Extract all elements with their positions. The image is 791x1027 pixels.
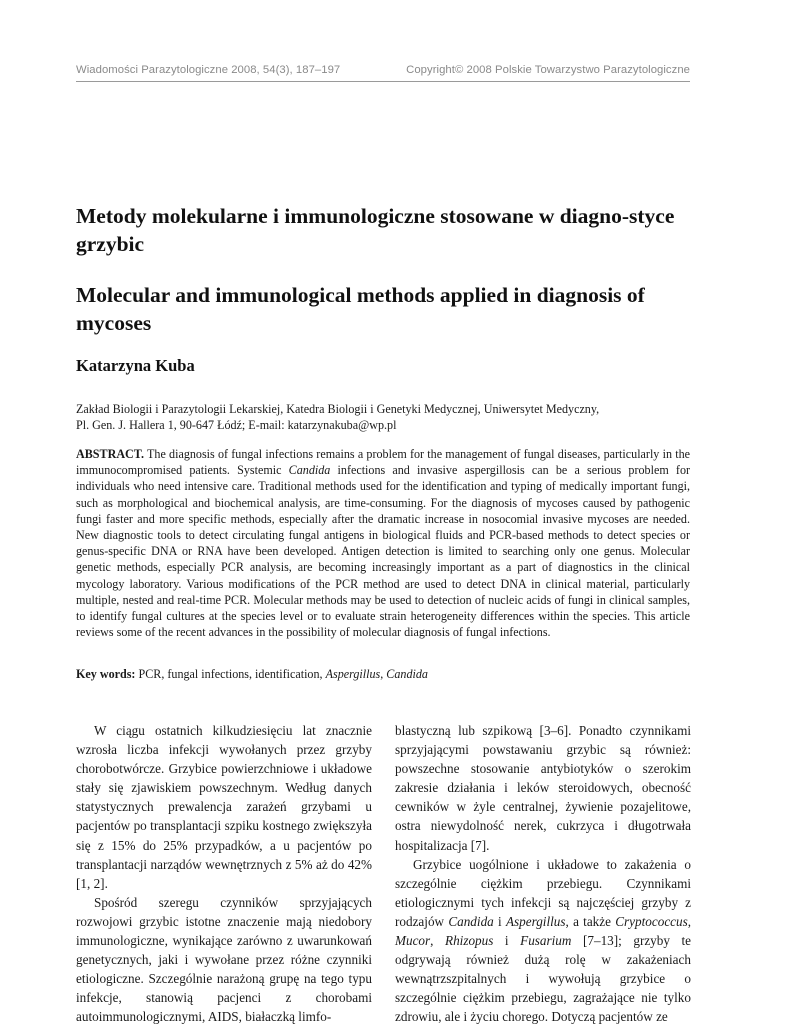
genus-fusarium: Fusarium <box>520 933 572 949</box>
genus-rhizopus: Rhizopus <box>445 933 494 949</box>
keywords: Key words: PCR, fungal infections, identification, Aspergillus, Candida <box>76 667 428 681</box>
title-english: Molecular and immunological methods applied in diagnosis of mycoses <box>76 283 645 335</box>
keyword-candida: Candida <box>386 667 428 681</box>
body-column-right <box>395 721 691 1027</box>
keywords-label: Key words: <box>76 667 136 681</box>
header-rule <box>76 81 690 82</box>
genus-mucor: Mucor <box>395 933 431 949</box>
paragraph: Grzybice uogólnione i układowe to zakażenia o szczególnie ciężkim przebiegu. Czynnikami etiologicznymi tych infekcji są najczęściej grzyby z rodzajów Candida i Aspergillus, a także Cryptococcus, Mucor, Rhizopus i Fusarium [7–13]; grzyby te odgrywają również dużą rolę w zakażeniach wewnątrzszpitalnych i wywołują grzybice o szczególnie ciężkim przebiegu, zagrażające nie tylko zdrowiu, ale i życiu chorego. Dotyczą pacjentów ze <box>395 856 692 1025</box>
abstract-italic-candida: Candida <box>288 463 331 478</box>
affiliation-line-2: Pl. Gen. J. Hallera 1, 90-647 Łódź; E-mail: katarzynakuba@wp.pl <box>76 418 397 433</box>
affiliation <box>76 401 696 433</box>
genus-cryptococcus: Cryptococcus <box>615 913 688 929</box>
body-column-left <box>76 721 372 1027</box>
paragraph: blastyczną lub szpikową [3–6]. Ponadto czynnikami sprzyjającymi powstawaniu grzybic są również: powszechne stosowanie antybiotyków o szerokim zakresie działania i leków steroidowych, obecność cewników w żyle centralnej, żywienie pozajelitowe, ostra niewydolność nerek, cukrzyca i długotrwała hospitalizacja [7]. <box>395 723 691 853</box>
author-name: Katarzyna Kuba <box>76 356 195 375</box>
paragraph: W ciągu ostatnich kilkudziesięciu lat znacznie wzrosła liczba infekcji wywołanych przez grzyby chorobotwórcze. Grzybice powierzchniowe i układowe stały się zjawiskiem powszechnym. Według danych statystycznych prewalencja zarażeń grzybami u pacjentów po transplantacji szpiku kostnego zwiększyła się z 15% do 25% przypadków, a u pacjentów po transplantacji narządów wewnętrznych z 5% aż do 42% [1, 2]. <box>76 723 372 891</box>
genus-candida: Candida <box>448 913 494 929</box>
journal-reference: Wiadomości Parazytologiczne 2008, 54(3), 187–197 <box>76 64 341 76</box>
abstract-label: ABSTRACT. <box>76 447 144 461</box>
running-header <box>76 64 690 76</box>
copyright-notice: Copyright© 2008 Polskie Towarzystwo Parazytologiczne <box>406 64 690 76</box>
affiliation-line-1: Zakład Biologii i Parazytologii Lekarskiej, Katedra Biologii i Genetyki Medycznej, Uniwersytet Medyczny, <box>76 402 600 416</box>
paragraph: Spośród szeregu czynników sprzyjających rozwojowi grzybic istotne znaczenie mają niedobory immunologiczne, wynikające zarówno z uwarunkowań genetycznych, jaki i wywołane przez różne czynniki etiologiczne. Szczególnie narażoną grupę na tego typu infekcje, stanowią pacjenci z chorobami autoimmunologicznymi, AIDS, białaczką limfo- <box>76 894 372 1025</box>
keyword-aspergillus: Aspergillus <box>325 667 381 681</box>
abstract-text-1: The diagnosis of fungal infections remains a problem for the management of fungal diseases, particularly in the immunocompromised patients. Systemic <box>76 447 690 478</box>
keywords-plain: PCR, fungal infections, identification, <box>138 667 323 681</box>
title-polish: Metody molekularne i immunologiczne stosowane w diagno-styce grzybic <box>76 204 675 256</box>
abstract-text-2: infections and invasive aspergillosis can be a serious problem for individuals who need intensive care. Traditional methods used for the identification and typing of medically important fungi, such as morphological and biochemical analysis, are time-consuming. For the diagnosis of mycoses caused by pathogenic fungi faster and more specific methods, especially after the dramatic increase in nosocomial invasive mycoses are needed. New diagnostic tools to detect circulating fungal antigens in biological fluids and PCR-based methods to detect species or genus-specific DNA or RNA have been developed. Antigen detection is limited to searching only one genus. Molecular genetic methods, especially PCR analysis, are becoming increasingly important as a part of diagnostics in the clinical mycology laboratory. Various modifications of the PCR method are used to detect DNA in clinical material, particularly multiple, nested and real-time PCR. Molecular methods may be used to detection of nucleic acids of fungi in clinical samples, to identify fungal cultures at the species level or to evaluate strain heterogeneity differences within the species. This article reviews some of the recent advances in the possibility of molecular diagnosis of fungal infections. <box>76 463 691 640</box>
abstract <box>76 446 690 640</box>
genus-aspergillus: Aspergillus <box>505 913 566 929</box>
